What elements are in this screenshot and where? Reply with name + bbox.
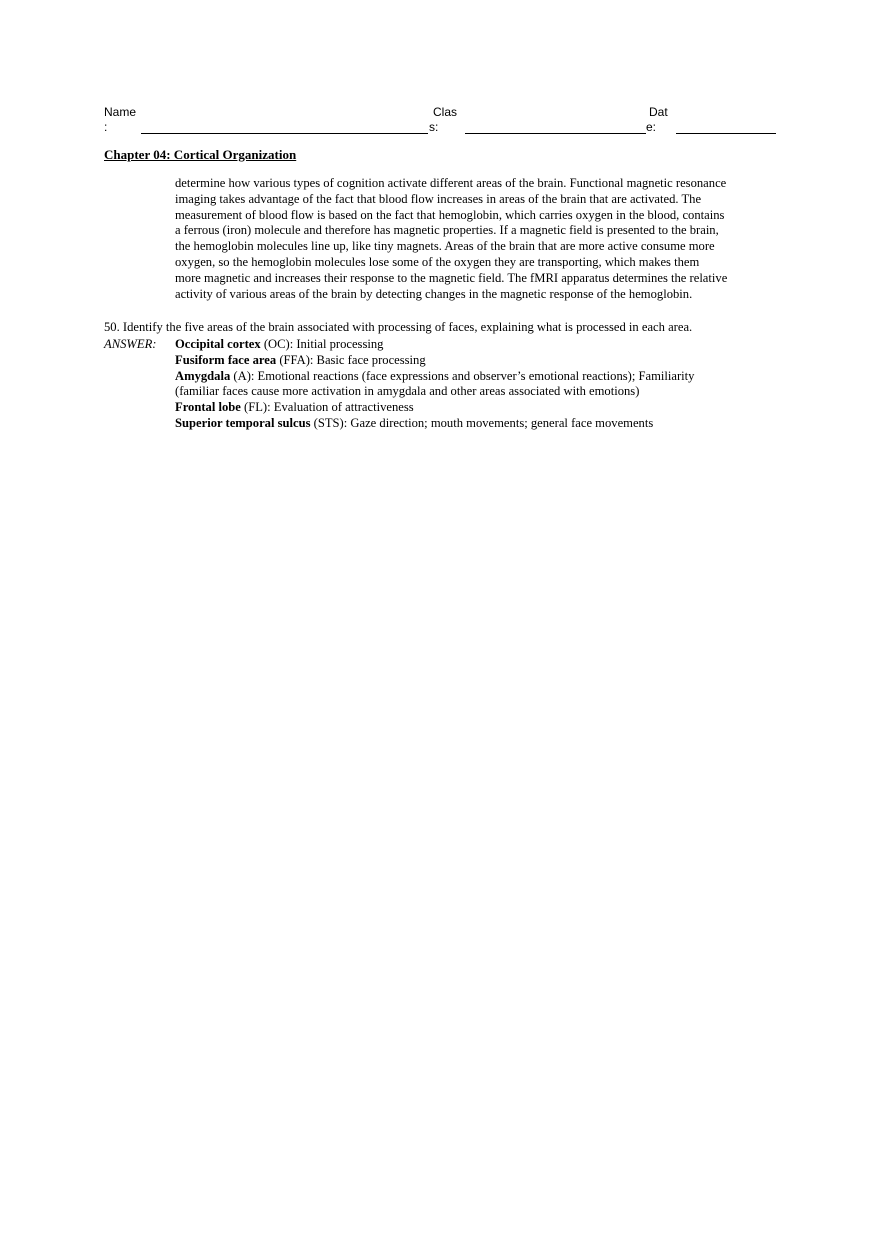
- answer-detail: (STS): Gaze direction; mouth movements; general face movements: [310, 415, 654, 430]
- answer-term: Fusiform face area: [175, 352, 277, 367]
- date-field-line: [676, 133, 776, 134]
- name-label-colon: :: [104, 120, 108, 134]
- answer-list: [175, 337, 780, 432]
- answer-item: [175, 416, 780, 432]
- class-label: Clas: [433, 105, 458, 119]
- paragraph-line: imaging takes advantage of the fact that blood flow increases in areas of the brain that are activated. The: [175, 191, 702, 206]
- answer-term: Frontal lobe: [175, 400, 241, 415]
- answer-term: Amygdala: [175, 368, 231, 383]
- answer-item: [175, 353, 780, 369]
- answer-detail: (A): Emotional reactions (face expressions and observer’s emotional reactions); Familiarity: [230, 368, 695, 383]
- paragraph-line: oxygen, so the hemoglobin molecules lose some of the oxygen they are transporting, which makes them: [175, 254, 700, 269]
- paragraph-line: the hemoglobin molecules line up, like tiny magnets. Areas of the brain that are more active consume more: [175, 239, 715, 254]
- paragraph-line: activity of various areas of the brain by detecting changes in the magnetic response of the hemoglobin.: [175, 286, 693, 301]
- paragraph-line: a ferrous (iron) molecule and therefore has magnetic properties. If a magnetic field is presented to the brain,: [175, 223, 719, 238]
- name-field-line: [141, 133, 428, 134]
- answer-detail: (OC): Initial processing: [260, 337, 384, 351]
- answer-item: [175, 369, 780, 385]
- answer-detail: (FL): Evaluation of attractiveness: [240, 400, 414, 415]
- answer-item-continuation: [175, 384, 780, 400]
- name-label: Name: [104, 105, 137, 119]
- paragraph-line: more magnetic and increases their response to the magnetic field. The fMRI apparatus determines the relative: [175, 270, 728, 285]
- date-label: Dat: [649, 105, 668, 119]
- chapter-title: Chapter 04: Cortical Organization: [104, 147, 297, 162]
- class-label-suffix: s:: [429, 120, 439, 134]
- answer-label: ANSWER:: [104, 337, 157, 351]
- answer-term: Occipital cortex: [175, 337, 261, 351]
- answer-term: Superior temporal sulcus: [175, 415, 311, 430]
- answer-item: [175, 400, 780, 416]
- answer-detail: (familiar faces cause more activation in amygdala and other areas associated with emotions): [175, 384, 640, 399]
- class-field-line: [465, 133, 646, 134]
- paragraph-line: measurement of blood flow is based on the fact that hemoglobin, which carries oxygen in the blood, contains: [175, 207, 725, 222]
- question-50: 50. Identify the five areas of the brain associated with processing of faces, explaining what is processed in each area.: [104, 320, 693, 334]
- answer-item: [175, 337, 780, 353]
- answer-detail: (FFA): Basic face processing: [276, 352, 426, 367]
- paragraph-line: determine how various types of cognition activate different areas of the brain. Functional magnetic resonance: [175, 176, 727, 190]
- date-label-suffix: e:: [646, 120, 657, 134]
- explanation-paragraph: [175, 176, 780, 302]
